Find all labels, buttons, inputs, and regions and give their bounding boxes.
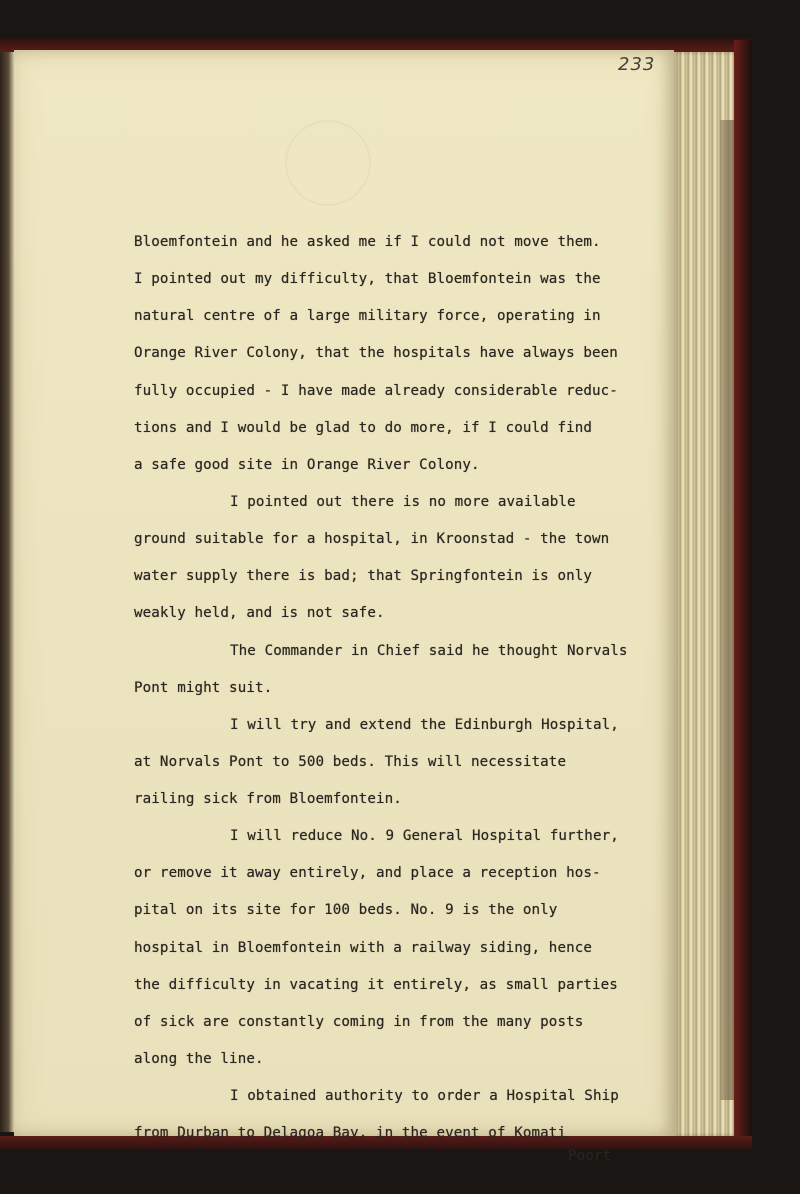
text-line: ground suitable for a hospital, in Kroonstad - the town <box>134 531 610 548</box>
text-line: fully occupied - I have made already considerable reduc- <box>134 382 618 399</box>
text-line: at Norvals Pont to 500 beds. This will necessitate <box>134 753 567 770</box>
text-line: of sick are constantly coming in from the many posts <box>134 1013 584 1030</box>
text-line: Orange River Colony, that the hospitals have always been <box>134 345 618 362</box>
text-line: weakly held, and is not safe. <box>134 605 385 622</box>
text-line: pital on its site for 100 beds. No. 9 is the only <box>134 902 558 919</box>
text-line: I pointed out there is no more available <box>230 493 576 510</box>
text-line: along the line. <box>134 1050 264 1067</box>
text-line: hospital in Bloemfontein with a railway siding, hence <box>134 939 593 956</box>
text-line: The Commander in Chief said he thought Norvals <box>230 642 628 659</box>
text-line: tions and I would be glad to do more, if I could find <box>134 419 593 436</box>
text-line: or remove it away entirely, and place a reception hos- <box>134 865 601 882</box>
page-number: 233 <box>618 54 656 75</box>
text-line: a safe good site in Orange River Colony. <box>134 456 480 473</box>
text-line: I will try and extend the Edinburgh Hospital, <box>230 716 619 733</box>
text-line: Bloemfontein and he asked me if I could not move them. <box>134 234 601 250</box>
text-line: railing sick from Bloemfontein. <box>134 791 402 807</box>
text-line: the difficulty in vacating it entirely, as small parties <box>134 976 618 993</box>
text-line: Pont might suit. <box>134 679 273 696</box>
text-line: natural centre of a large military force, operating in <box>134 308 601 325</box>
catchword: Poort <box>568 1148 612 1165</box>
text-line: I will reduce No. 9 General Hospital further, <box>230 828 619 845</box>
text-line: water supply there is bad; that Springfontein is only <box>134 568 593 585</box>
text-line: I pointed out my difficulty, that Bloemfontein was the <box>134 271 601 288</box>
text-line: I obtained authority to order a Hospital Ship <box>230 1088 619 1105</box>
text-line: from Durban to Delagoa Bay, in the event of Komati <box>134 1125 567 1142</box>
